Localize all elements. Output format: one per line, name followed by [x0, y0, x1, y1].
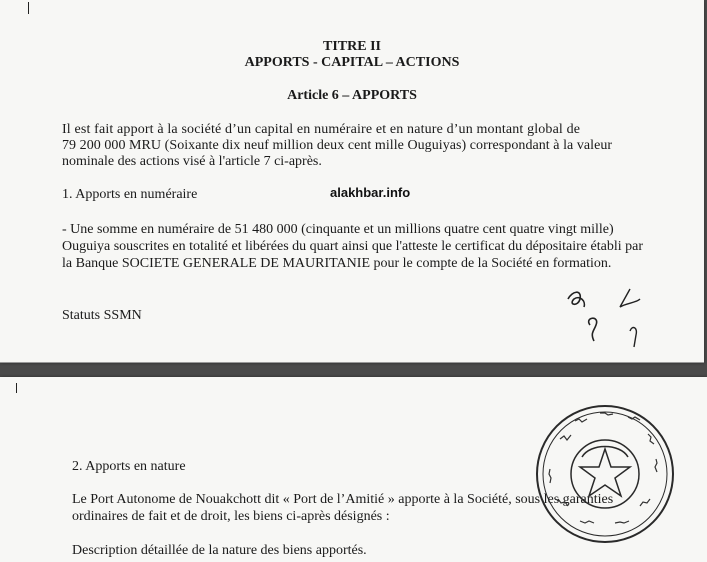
- para2-line-3: la Banque SOCIETE GENERALE DE MAURITANIE pour le compte de la Société en formation.: [62, 256, 612, 271]
- watermark-text: alakhbar.info: [330, 185, 411, 200]
- title: TITRE II: [323, 39, 381, 54]
- article-heading: Article 6 – APPORTS: [287, 88, 417, 103]
- description-line: Description détaillée de la nature des biens apportés.: [72, 543, 367, 558]
- section-2-heading: 2. Apports en nature: [72, 459, 186, 474]
- para3-line-1: Le Port Autonome de Nouakchott dit « Port de l’Amitié » apporte à la Société, sous les garanties: [72, 492, 614, 507]
- official-seal-stamp: [530, 399, 680, 549]
- para1-line-3: nominale des actions visé à l'article 7 ci-après.: [62, 154, 322, 169]
- para1-line-2: 79 200 000 MRU (Soixante dix neuf million deux cent mille Ouguiyas) correspondant à la valeur: [62, 138, 613, 153]
- para3-line-2: ordinaires de fait et de droit, les biens ci-après désignés :: [72, 509, 390, 524]
- scan-edge-mark: [28, 2, 29, 14]
- handwritten-initials: [560, 285, 690, 355]
- para1-line-1: Il est fait apport à la société d’un capital en numéraire et en nature d’un montant global de: [62, 122, 581, 137]
- subtitle: APPORTS - CAPITAL – ACTIONS: [244, 55, 460, 70]
- para2-line-2: Ouguiya souscrites en totalité et libérées du quart ainsi que l'atteste le certificat du dépositaire établi par: [62, 239, 643, 254]
- document-page-2: [0, 377, 707, 562]
- section-1-heading: 1. Apports en numéraire: [62, 187, 198, 202]
- para2-line-1: - Une somme en numéraire de 51 480 000 (cinquante et un millions quatre cent quatre vingt mille): [62, 222, 614, 237]
- scan-edge-mark: [16, 383, 17, 393]
- footer-text: Statuts SSMN: [62, 308, 142, 323]
